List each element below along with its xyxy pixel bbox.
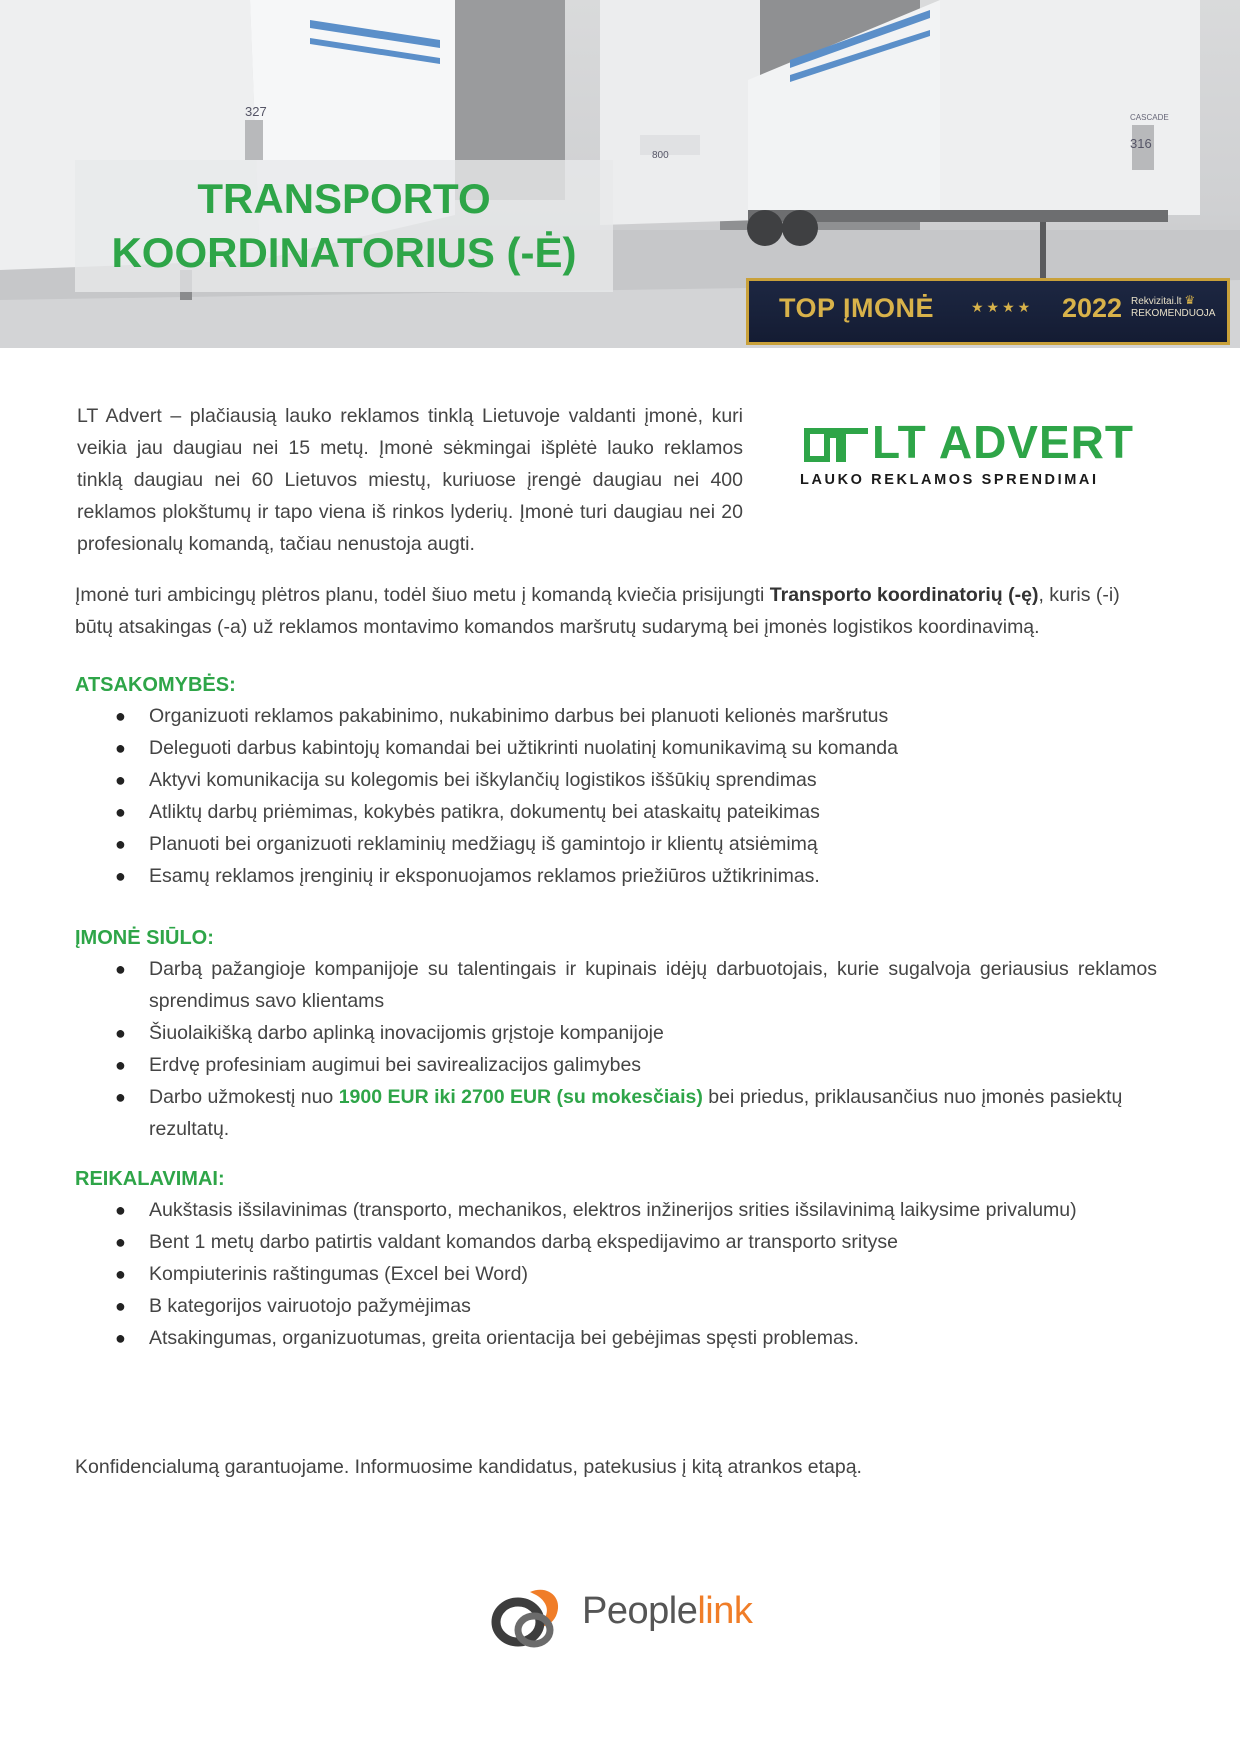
bullet-icon: ●: [115, 1087, 126, 1107]
bullet-icon: ●: [115, 706, 126, 726]
bullet-icon: ●: [115, 959, 126, 979]
badge-year: 2022: [1062, 293, 1123, 323]
list-item-text: Atliktų darbų priėmimas, kokybės patikra, dokumentų bei ataskaitų pateikimas: [149, 801, 820, 823]
badge-brand: [1131, 294, 1215, 320]
invitation-text-after: , kuris (-i) būtų atsakingas (-a) už reklamos montavimo komandos maršrutų sudarymą bei įmonės logistikos koordinavimą.: [75, 584, 1120, 638]
trailer-number-2: 800: [652, 150, 669, 161]
peoplelink-wordmark-part-1: People: [582, 1590, 698, 1632]
list-item-text: Esamų reklamos įrenginių ir eksponuojamos reklamos priežiūros užtikrinimas.: [149, 865, 820, 887]
list-item-text: Bent 1 metų darbo patirtis valdant komandos darbą ekspedijavimo ar transporto srityse: [149, 1231, 898, 1253]
list-item: [75, 953, 1157, 1017]
bullet-icon: ●: [115, 770, 126, 790]
lt-advert-mark-icon: [800, 424, 870, 466]
bullet-icon: ●: [115, 1296, 126, 1316]
bullet-icon: ●: [115, 866, 126, 886]
list-item: [75, 1081, 1157, 1145]
requirements-list: [75, 1194, 1157, 1354]
peoplelink-logo: [482, 1580, 752, 1660]
offers-section: [75, 923, 1157, 1145]
trailer-number-1: 327: [245, 104, 267, 119]
invitation-position: Transporto koordinatorių (-ę): [769, 584, 1039, 606]
bullet-icon: ●: [115, 1232, 126, 1252]
badge-brand-line-2: REKOMENDUOJA: [1131, 308, 1216, 319]
peoplelink-wordmark-part-2: link: [697, 1590, 753, 1632]
job-title-line-1: TRANSPORTO: [197, 175, 491, 222]
lt-advert-name: LT ADVERT: [872, 416, 1134, 468]
requirements-title: REIKALAVIMAI:: [75, 1168, 225, 1190]
bullet-icon: ●: [115, 1264, 126, 1284]
list-item: [75, 700, 1157, 732]
invitation-paragraph: [75, 579, 1157, 643]
bullet-icon: ●: [115, 1055, 126, 1075]
bullet-icon: ●: [115, 738, 126, 758]
list-item: [75, 860, 1157, 892]
list-item-text: Atsakingumas, organizuotumas, greita orientacija bei gebėjimas spęsti problemas.: [149, 1327, 859, 1349]
list-item-text: Darbą pažangioje kompanijoje su talentingais ir kupinais idėjų darbuotojais, kurie sugalvoja geriausius reklamos sprendimus savo klientams: [149, 958, 1157, 1012]
list-item-text: Deleguoti darbus kabintojų komandai bei užtikrinti nuolatinį komunikavimą su komanda: [149, 737, 898, 759]
list-item: [75, 1226, 1157, 1258]
responsibilities-section: [75, 670, 1157, 892]
list-item: [75, 1322, 1157, 1354]
list-item-text: Planuoti bei organizuoti reklaminių medžiagų iš gamintojo ir klientų atsiėmimą: [149, 833, 818, 855]
trailer-number-3: 316: [1130, 136, 1152, 151]
hero-banner: [0, 0, 1240, 348]
bullet-icon: ●: [115, 1023, 126, 1043]
list-item-text: Organizuoti reklamos pakabinimo, nukabinimo darbus bei planuoti kelionės maršrutus: [149, 705, 889, 727]
responsibilities-list: [75, 700, 1157, 892]
top-company-badge: [746, 278, 1230, 345]
job-title-line-2: KOORDINATORIUS (-Ė): [111, 229, 577, 276]
list-item: [75, 1194, 1157, 1226]
list-item: [75, 1017, 1157, 1049]
bullet-icon: ●: [115, 1200, 126, 1220]
confidentiality-note: Konfidencialumą garantuojame. Informuosime kandidatus, patekusius į kitą atrankos etapą.: [75, 1456, 862, 1478]
job-title: [75, 172, 613, 280]
list-item: [75, 796, 1157, 828]
company-intro: LT Advert – plačiausią lauko reklamos tinklą Lietuvoje valdanti įmonė, kuri veikia jau daugiau nei 15 metų. Įmonė sėkmingai išplėtė lauko reklamos tinklą daugiau nei 60 Lietuvos miestų, kuriuose įrengė daugiau nei 400 reklamos plokštumų ir tapo viena iš rinkos lyderių. Įmonė turi daugiau nei 20 profesionalų komandą, tačiau nenustoja augti.: [77, 405, 743, 555]
list-item-text: Aukštasis išsilavinimas (transporto, mechanikos, elektros inžinerijos srities išsilavinimą laikysime privalumu): [149, 1199, 1077, 1221]
list-item-text: Kompiuterinis raštingumas (Excel bei Word): [149, 1263, 528, 1285]
bullet-icon: ●: [115, 1328, 126, 1348]
responsibilities-title: ATSAKOMYBĖS:: [75, 674, 236, 696]
list-item: [75, 732, 1157, 764]
list-item: [75, 1290, 1157, 1322]
list-item: [75, 1258, 1157, 1290]
badge-brand-line-1: Rekvizitai.lt: [1131, 296, 1182, 307]
list-item-text: Šiuolaikišką darbo aplinką inovacijomis grįstoje kompanijoje: [149, 1022, 664, 1044]
lt-advert-tagline: LAUKO REKLAMOS SPRENDIMAI: [800, 472, 1099, 488]
bullet-icon: ●: [115, 802, 126, 822]
list-item: [75, 828, 1157, 860]
invitation-text-before: Įmonė turi ambicingų plėtros planu, todėl šiuo metu į komandą kviečia prisijungti: [75, 584, 770, 606]
trailer-latch: [245, 120, 263, 160]
crown-icon: ♛: [1184, 293, 1196, 307]
peoplelink-mark-icon: [482, 1580, 572, 1660]
salary-range: 1900 EUR iki 2700 EUR (su mokesčiais): [338, 1086, 703, 1108]
bullet-icon: ●: [115, 834, 126, 854]
peoplelink-wordmark: [582, 1590, 752, 1633]
badge-stars-icon: ★★★★: [971, 299, 1034, 315]
list-item: [75, 1049, 1157, 1081]
lt-advert-logo: [800, 416, 1135, 492]
trailer-brand: CASCADE: [1130, 113, 1169, 122]
salary-text-after: bei priedus, priklausančius nuo įmonės pasiektų rezultatų.: [149, 1086, 1123, 1140]
requirements-section: [75, 1164, 1157, 1354]
salary-text-before: Darbo užmokestį nuo: [149, 1086, 339, 1108]
offers-title: ĮMONĖ SIŪLO:: [75, 927, 214, 949]
badge-label: TOP ĮMONĖ: [779, 293, 935, 323]
list-item-text: Erdvę profesiniam augimui bei savirealizacijos galimybes: [149, 1054, 642, 1076]
offers-list: [75, 953, 1157, 1145]
list-item: [75, 764, 1157, 796]
list-item-text: B kategorijos vairuotojo pažymėjimas: [149, 1295, 471, 1317]
list-item-text: Aktyvi komunikacija su kolegomis bei iškylančių logistikos iššūkių sprendimas: [149, 769, 817, 791]
